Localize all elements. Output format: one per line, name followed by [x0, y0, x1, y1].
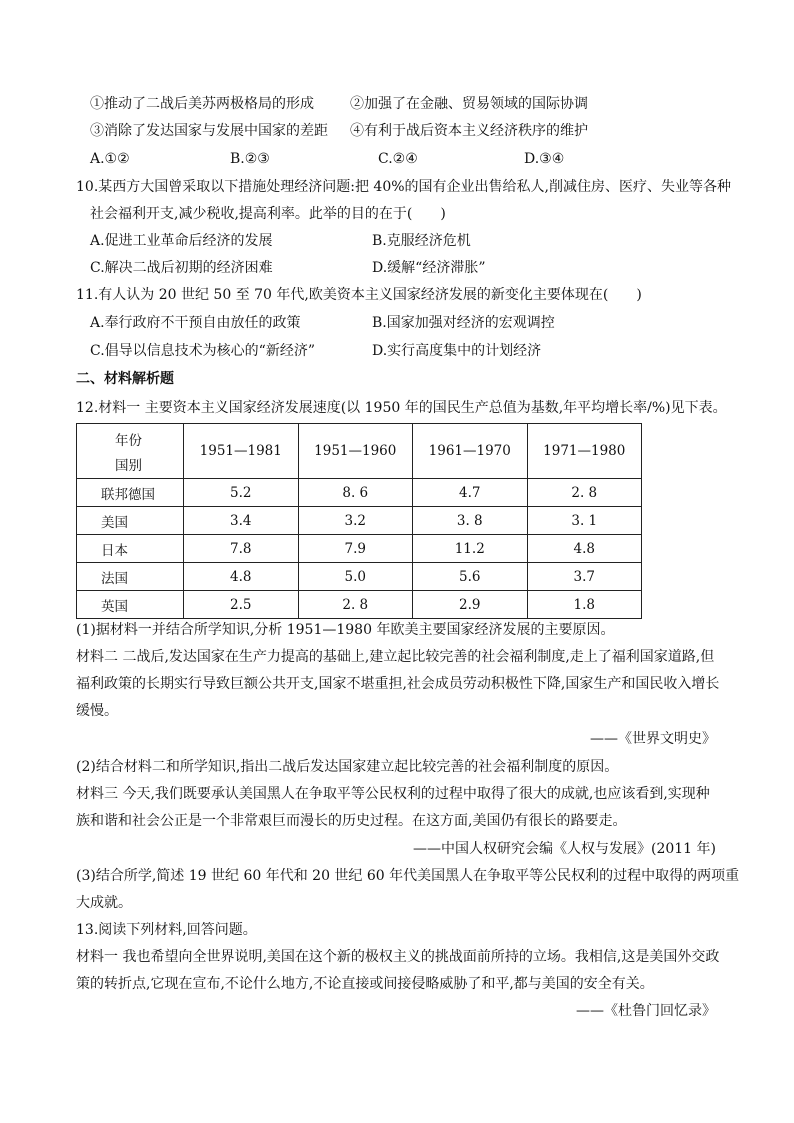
table-row	[77, 563, 642, 591]
table-cell: 2.9	[413, 591, 528, 619]
table-cell: 2.5	[184, 591, 299, 619]
q9-choice-c: C.②④	[378, 151, 418, 167]
q9-statement-3: ③消除了发达国家与发展中国家的差距	[90, 123, 328, 139]
corner-label-year: 年份	[115, 433, 142, 449]
q9-choice-a: A.①②	[90, 151, 130, 167]
q10-option-d: D.缓解“经济滞胀”	[372, 260, 486, 276]
q10-option-c: C.解决二战后初期的经济困难	[90, 260, 273, 276]
q10-option-b: B.克服经济危机	[372, 233, 471, 249]
q12-material2-line3: 缓慢。	[76, 703, 118, 719]
table-row	[77, 591, 642, 619]
q12-material2-line2: 福利政策的长期实行导致巨额公共开支,国家不堪重担,社会成员劳动积极性下降,国家生产和国民收入增长	[76, 676, 720, 692]
table-cell: 7.8	[184, 535, 299, 563]
q10-stem-line2: 社会福利开支,减少税收,提高利率。此举的目的在于( )	[90, 206, 446, 222]
q9-statement-4: ④有利于战后资本主义经济秩序的维护	[350, 123, 588, 139]
table-row	[77, 535, 642, 563]
row-country: 英国	[77, 591, 184, 619]
table-cell: 8. 6	[298, 479, 413, 507]
q13-material1-source: ——《杜鲁门回忆录》	[576, 1003, 716, 1019]
q9-choice-d: D.③④	[524, 151, 565, 167]
q9-choice-b: B.②③	[230, 151, 270, 167]
q11-option-b: B.国家加强对经济的宏观调控	[372, 315, 555, 331]
q11-option-d: D.实行高度集中的计划经济	[372, 343, 542, 359]
row-country: 日本	[77, 535, 184, 563]
table-cell: 4.7	[413, 479, 528, 507]
column-header: 1951—1981	[184, 424, 299, 479]
table-corner-cell	[77, 424, 184, 479]
table-header-row	[77, 424, 642, 479]
q9-statement-2: ②加强了在金融、贸易领域的国际协调	[350, 96, 588, 112]
table-cell: 7.9	[298, 535, 413, 563]
q11-stem: 11.有人认为 20 世纪 50 至 70 年代,欧美资本主义国家经济发展的新变化主要体现在( )	[76, 287, 642, 303]
table-cell: 2. 8	[527, 479, 642, 507]
table-cell: 5.6	[413, 563, 528, 591]
table-cell: 5.0	[298, 563, 413, 591]
growth-rate-table	[76, 423, 642, 619]
q12-material2-source: ——《世界文明史》	[590, 731, 716, 747]
table-row	[77, 479, 642, 507]
table-cell: 4.8	[184, 563, 299, 591]
table-cell: 1.8	[527, 591, 642, 619]
table-cell: 3.7	[527, 563, 642, 591]
table-cell: 3.2	[298, 507, 413, 535]
q10-option-a: A.促进工业革命后经济的发展	[90, 233, 273, 249]
q10-stem-line1: 10.某西方大国曾采取以下措施处理经济问题:把 40%的国有企业出售给私人,削减住房、医疗、失业等各种	[76, 179, 731, 195]
q9-statement-1: ①推动了二战后美苏两极格局的形成	[90, 96, 314, 112]
row-country: 联邦德国	[77, 479, 184, 507]
table-cell: 5.2	[184, 479, 299, 507]
q13-material1-line1: 材料一 我也希望向全世界说明,美国在这个新的极权主义的挑战面前所持的立场。我相信,这是美国外交政	[76, 949, 720, 965]
q12-material2-line1: 材料二 二战后,发达国家在生产力提高的基础上,建立起比较完善的社会福利制度,走上了福利国家道路,但	[76, 649, 715, 665]
table-cell: 3.4	[184, 507, 299, 535]
table-cell: 3. 1	[527, 507, 642, 535]
corner-label-country: 国别	[115, 458, 142, 474]
column-header: 1971—1980	[527, 424, 642, 479]
table-row	[77, 507, 642, 535]
table-cell: 2. 8	[298, 591, 413, 619]
q12-material3-line1: 材料三 今天,我们既要承认美国黑人在争取平等公民权利的过程中取得了很大的成就,也应该看到,实现种	[76, 786, 710, 802]
table-cell: 4.8	[527, 535, 642, 563]
q12-subquestion-2: (2)结合材料二和所学知识,指出二战后发达国家建立起比较完善的社会福利制度的原因。	[76, 759, 619, 775]
q12-subquestion-3-line2: 大成就。	[76, 895, 132, 911]
q12-subquestion-1: (1)据材料一并结合所学知识,分析 1951—1980 年欧美主要国家经济发展的主要原因。	[76, 622, 615, 638]
table-cell: 11.2	[413, 535, 528, 563]
section-title: 二、材料解析题	[76, 371, 174, 387]
q13-material1-line2: 策的转折点,它现在宣布,不论什么地方,不论直接或间接侵略威胁了和平,都与美国的安全有关。	[76, 976, 654, 992]
q13-stem: 13.阅读下列材料,回答问题。	[76, 922, 257, 938]
column-header: 1961—1970	[413, 424, 528, 479]
table-cell: 3. 8	[413, 507, 528, 535]
row-country: 美国	[77, 507, 184, 535]
q11-option-a: A.奉行政府不干预自由放任的政策	[90, 315, 301, 331]
q11-option-c: C.倡导以信息技术为核心的“新经济”	[90, 343, 315, 359]
q12-intro: 12.材料一 主要资本主义国家经济发展速度(以 1950 年的国民生产总值为基数,年平均增长率/%)见下表。	[76, 400, 727, 416]
q12-material3-line2: 族和谐和社会公正是一个非常艰巨而漫长的历史过程。在这方面,美国仍有很长的路要走。	[76, 813, 627, 829]
q12-material3-source: ——中国人权研究会编《人权与发展》(2011 年)	[412, 841, 716, 857]
q12-subquestion-3-line1: (3)结合所学,简述 19 世纪 60 年代和 20 世纪 60 年代美国黑人在争取平等公民权利的过程中取得的两项重	[76, 868, 740, 884]
column-header: 1951—1960	[298, 424, 413, 479]
row-country: 法国	[77, 563, 184, 591]
